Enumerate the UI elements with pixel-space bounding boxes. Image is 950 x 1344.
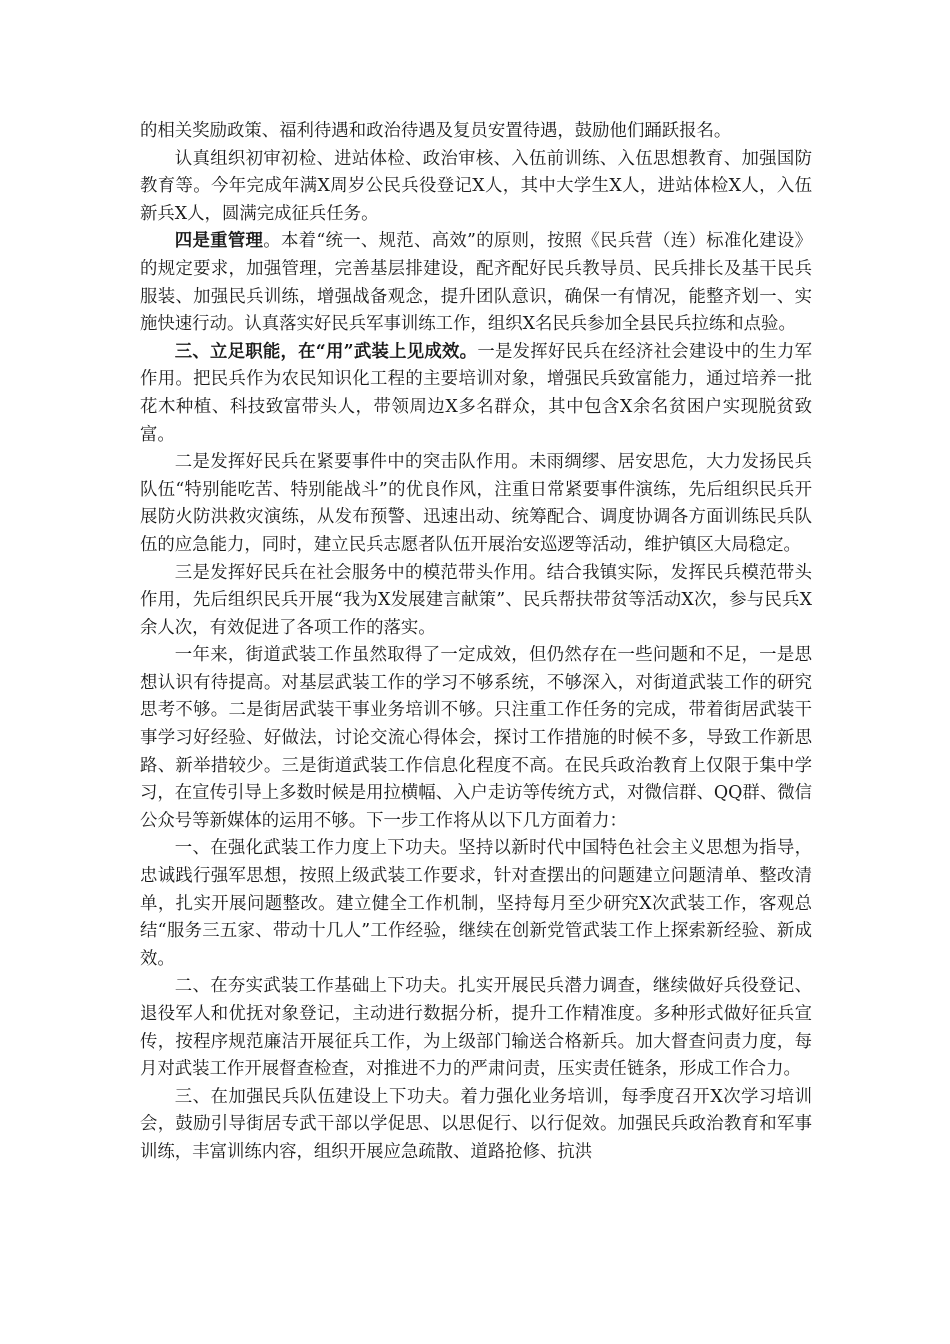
section-heading-paragraph <box>140 339 812 449</box>
paragraph <box>140 835 812 973</box>
paragraph-text: 一年来，街道武装工作虽然取得了一定成效，但仍然存在一些问题和不足，一是思想认识有待提高。对基层武装工作的学习不够系统，不够深入，对街道武装工作的研究思考不够。二是街居武装干事业务培训不够。只注重工作任务的完成，带着街居武装干事学习好经验、好做法，讨论交流心得体会，探讨工作措施的时候不多，导致工作新思路、新举措较少。三是街道武装工作信息化程度不高。在民兵政治教育上仅限于集中学习，在宣传引导上多数时候是用拉横幅、入户走访等传统方式，对微信群、QQ群、微信公众号等新媒体的运用不够。下一步工作将从以下几方面着力： <box>140 645 812 831</box>
paragraph-text: 二是发挥好民兵在紧要事件中的突击队作用。未雨绸缪、居安思危，大力发扬民兵队伍“特别能吃苦、特别能战斗”的优良作风，注重日常紧要事件演练，先后组织民兵开展防火防洪救灾演练，从发布预警、迅速出动、统筹配合、调度协调各方面训练民兵队伍的应急能力，同时，建立民兵志愿者队伍开展治安巡逻等活动，维护镇区大局稳定。 <box>140 452 812 555</box>
paragraph-text: 三是发挥好民兵在社会服务中的模范带头作用。结合我镇实际，发挥民兵模范带头作用，先后组织民兵开展“我为X发展建言献策”、民兵帮扶带贫等活动X次，参与民兵X余人次，有效促进了各项工作的落实。 <box>140 562 812 638</box>
paragraph-text: 二、在夯实武装工作基础上下功夫。扎实开展民兵潜力调查，继续做好兵役登记、退役军人和优抚对象登记，主动进行数据分析，提升工作精准度。多种形式做好征兵宣传，按程序规范廉洁开展征兵工作，为上级部门输送合格新兵。加大督查问责力度，每月对武装工作开展督查检查，对推进不力的严肃问责，压实责任链条，形成工作合力。 <box>140 976 812 1080</box>
paragraph <box>140 1084 812 1167</box>
paragraph-text: 的相关奖励政策、福利待遇和政治待遇及复员安置待遇，鼓励他们踊跃报名。 <box>140 121 732 141</box>
paragraph-text: 。本着“统一、规范、高效”的原则，按照《民兵营（连）标准化建设》的规定要求，加强管理，完善基层排建设，配齐配好民兵教导员、民兵排长及基干民兵服装、加强民兵训练，增强战备观念，提升团队意识，确保一有情况，能整齐划一、实施快速行动。认真落实好民兵军事训练工作，组织X名民兵参加全县民兵拉练和点验。 <box>140 231 812 335</box>
paragraph-lead: 四是重管理 <box>174 231 264 252</box>
paragraph-continuation <box>140 118 812 146</box>
paragraph-text: 三、在加强民兵队伍建设上下功夫。着力强化业务培训，每季度召开X次学习培训会，鼓励引导街居专武干部以学促思、以思促行、以行促效。加强民兵政治教育和军事训练，丰富训练内容，组织开展应急疏散、道路抢修、抗洪 <box>140 1086 812 1162</box>
paragraph <box>140 642 812 835</box>
paragraph <box>140 228 812 338</box>
paragraph <box>140 146 812 229</box>
paragraph <box>140 973 812 1083</box>
paragraph-text: 一、在强化武装工作力度上下功夫。坚持以新时代中国特色社会主义思想为指导，忠诚践行强军思想，按照上级武装工作要求，针对查摆出的问题建立问题清单、整改清单，扎实开展问题整改。建立健全工作机制，坚持每月至少研究X次武装工作，客观总结“服务三五家、带动十几人”工作经验，继续在创新党管武装工作上探索新经验、新成效。 <box>140 838 812 969</box>
paragraph <box>140 560 812 643</box>
section-heading: 三、立足职能，在“用”武装上见成效。 <box>174 341 478 362</box>
paragraph-text: 认真组织初审初检、进站体检、政治审核、入伍前训练、入伍思想教育、加强国防教育等。今年完成年满X周岁公民兵役登记X人，其中大学生X人，进站体检X人，入伍新兵X人，圆满完成征兵任务。 <box>140 148 812 224</box>
document-body <box>140 118 812 1167</box>
paragraph-text: 一是发挥好民兵在经济社会建设中的生力军作用。把民兵作为农民知识化工程的主要培训对象，增强民兵致富能力，通过培养一批花木种植、科技致富带头人，带领周边X多名群众，其中包含X余名贫困户实现脱贫致富。 <box>140 341 812 445</box>
paragraph <box>140 449 812 559</box>
